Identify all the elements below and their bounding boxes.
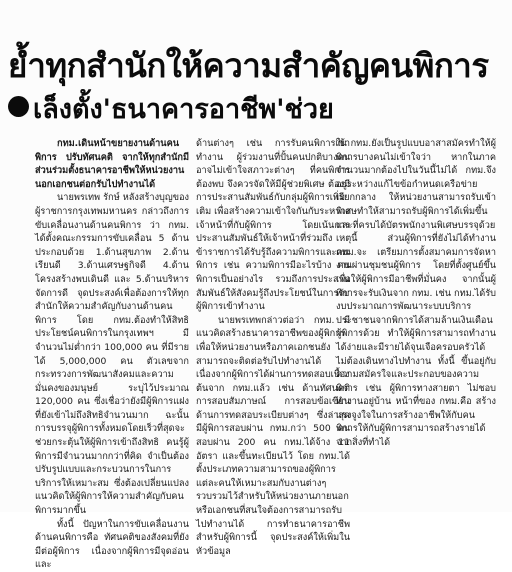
article-subheadline-row: [8, 90, 504, 130]
article-column-3: [336, 137, 496, 512]
article-paragraph: ด้านต่างๆ เช่น การรับคนพิการเข้าทำงาน ผู้ร่วมงานที่ปั้นคนปกติบางคนอาจไม่เข้าใจสภาวะต่างๆ ที่คนพิการต้องพบ จึงควรจัดให้มีผู้ช่วยพิเศษ ต้องมีการประสานสัมพันธ์กับกลุ่มผู้พิการเพิ่มเติม เพื่อสร้างความเข้าใจกันกับระหว่างเจ้าหน้าที่กับผู้พิการ โดยเน้นการประสานสัมพันธ์ให้เจ้าหน้าที่ร่วมถึงข้าราชการได้รับรู้ถึงความพิการและคนพิการ เช่น ความพิการมีอะไรบ้าง คนพิการเป็นอย่างไร รวมถึงการประสานสัมพันธ์ให้สังคมรู้ถึงประโยชน์ในการรับผู้พิการเข้าทำงาน: [196, 138, 350, 313]
bullet-icon: [8, 96, 29, 117]
article-paragraph: ใน กทม.ยังเป็นรูปแบบอาสาสมัครทำให้ผู้พิการบางคนไม่เข้าใจว่า หากในภาคจำนวนมากต้องไปในวันนี้ไม่ได้ กทม.จึงอยู่ระหว่างแก้ไขข้อกำหนดเครือข่ายเรียกกลาง ให้หน่วยงานสามารถรับเข้าพิเศษทำให้สามารถรับผู้พิการได้เพิ่มขึ้น และที่ครบได้บัตรพนักงานพิเศษบรรจุด้วยเหตุนี้ ส่วนผู้พิการที่ยังไม่ได้ทำงาน กทม.จะ เตรียมการตั้งสมาคมการจัดหางานผ่านชุมชนผู้พิการ โดยที่ตั้งศูนย์ขึ้น เพื่อให้ผู้พิการมีอาชีพที่มั่นคง จากนั้นผู้พิการจะรับเงินจาก กทม. เช่น กทม.ได้รับงบประมาณการพัฒนาระบบบริการประชาชนจากพิการได้สามล้านเงินเดือนผู้พิการด้วย ทำให้ผู้พิการสามารถทำงานได้ง่ายและมีรายได้จุนเจือครอบครัวได้ ไม่ต้องเดินทางไปทำงาน ทั้งนี้ ขึ้นอยู่กับความสมัครใจและประกอบของความพิการ เช่น ผู้พิการทางสายตา ไม่ชอบทำงานอยู่บ้าน หน้าที่ของ กทม.คือ สร้างแรงจูงใจในการสร้างอาชีพให้กับคนพิการให้กับผู้พิการสามารถสร้างรายได้จากสิ่งที่ทำได้: [336, 138, 496, 449]
article-subheadline: เล็งตั้ง'ธนาคารอาชีพ'ช่วย: [33, 94, 334, 125]
article-paragraph: นายพรเทพ รักษ์ หลังสร้างบุญของผู้ราชการกรุงเทพมหานคร กล่าวถึงการขับเคลื่อนงานด้านคนพิการ ว่า กทม. ได้ตั้งคณะกรรมการขับเคลื่อน 5 ด้าน ประกอบด้วย 1.ด้านสุขภาพ 2.ด้านเรียนดี 3.ด้านเศรษฐกิจดี 4.ด้านโครงสร้างพบเดินดี และ 5.ด้านบริหารจัดการดี จุดประสงค์เพื่อต้องการให้ทุกสำนักให้ความสำคัญกับงานด้านคนพิการ โดย กทม.ต้องทำให้สิทธิประโยชน์คนพิการในกรุงเทพฯ มีจำนวนไม่ต่ำกว่า 100,000 คน ที่มีรายได้ 5,000,000 คน ตัวเลขจากกระทรวงการพัฒนาสังคมและความมั่นคงของมนุษย์ ระบุไว้ประมาณ 120,000 คน ซึ่งเชื่อว่ายังมีผู้พิการแฝงที่ยังเข้าไม่ถึงสิทธิจำนวนมาก ฉะนั้นการบรรจุผู้พิการทั้งหมดโดยเร็วที่สุดจะช่วยกระตุ้นให้ผู้พิการเข้าถึงสิทธิ คนรู้ผู้พิการมีจำนวนมากกว่าที่คิด จำเป็นต้องปรับรูปแบบและกระบวนการในการบริการให้เหมาะสม ซึ่งต้องเปลี่ยนแปลงแนวคิดให้ผู้พิการให้ความสำคัญกับคนพิการมากขึ้น: [35, 192, 189, 517]
article-paragraph: ทั้งนี้ ปัญหาในการขับเคลื่อนงานด้านคนพิการคือ ทัศนคติของสังคมที่ยังมีต่อผู้พิการ เนื่องจากผู้พิการมีจุดอ่อนและ: [35, 518, 189, 571]
article-lead-paragraph: กทม.เดินหน้าขยายงานด้านคนพิการ ปรับทัศนคติ จากให้ทุกสำนักมีส่วนร่วมตั้งธนาคารอาชีพให้หน่วยงานนอกเอกชนต่อกรับไปทำงานได้: [35, 138, 189, 190]
article-paragraph: นายพรเทพกล่าวต่อว่า กทม. มีแนวคิดสร้างธนาคารอาชีพของผู้พิการ เพื่อให้หน่วยงานหรือภาคเอกชนยังสามารถจะติดต่อรับไปทำงานได้ เนื่องจากผู้พิการได้ผ่านการทดสอบเบื้องต้นจาก กทม.แล้ว เช่น ด้านทัศนคติ การสอบสัมภาษณ์ การสอบข้อเขียน ด้านการทดสอบระเบียบต่างๆ ซึ่งล่าสุดมีผู้พิการสอบผ่าน กทม.กว่า 500 คน สอบผ่าน 200 คน กทม.ได้จ้าง 11 อัตรา และขึ้นทะเบียนไว้ โดย กทม.ได้ตั้งประเภทความสามารถของผู้พิการแต่ละคนให้เหมาะสมกับงานต่างๆ รวบรวมไว้สำหรับให้หน่วยงานภายนอก หรือเอกชนที่สนใจต้องการสามารถรับไปทำงานได้ การทำธนาคารอาชีพสำหรับผู้พิการนี้ จุดประสงค์ให้เพิ่มในหัวข้อมูล: [196, 314, 350, 557]
article-headline: ย้ำทุกสำนักให้ความสำคัญคนพิการ: [8, 46, 489, 85]
article-column-1: [35, 137, 189, 571]
article-column-2: [196, 137, 350, 557]
